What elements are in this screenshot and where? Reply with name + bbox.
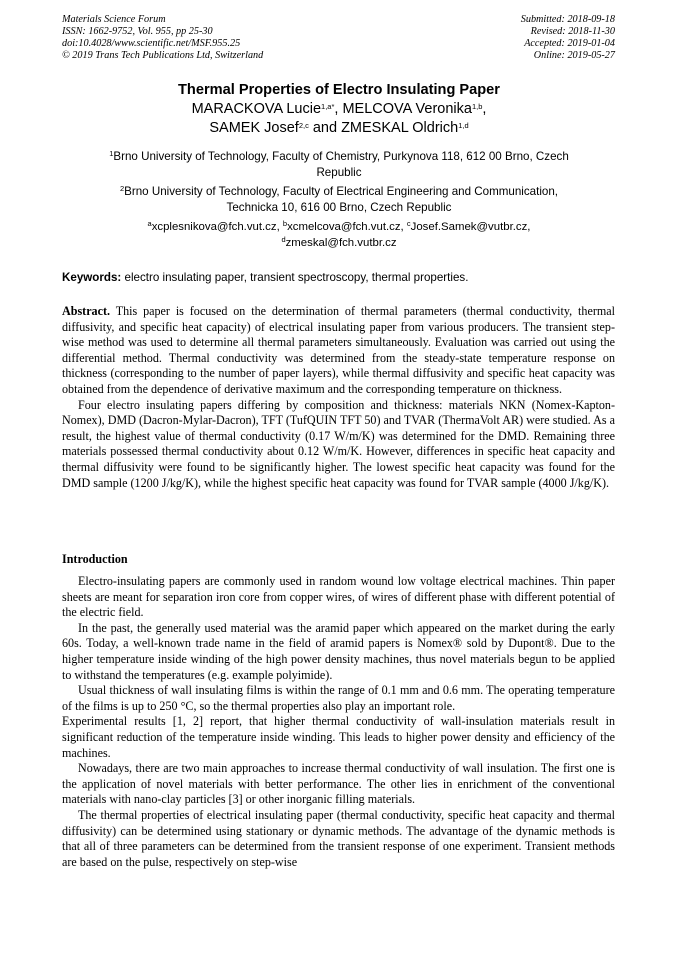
paper-title: Thermal Properties of Electro Insulating Paper: [178, 82, 500, 98]
abstract: [62, 304, 619, 491]
keywords: [62, 270, 616, 285]
accepted-date: Accepted: 2019-01-04: [524, 38, 615, 49]
affiliation-marker: 2: [119, 184, 125, 193]
author-name: MELCOVA Veronika: [342, 101, 472, 117]
email-address: xcplesnikova@fch.vut.cz,: [151, 221, 283, 233]
online-date: Online: 2019-05-27: [533, 50, 615, 61]
abstract-label: Abstract.: [62, 304, 111, 318]
issn-line: ISSN: 1662-9752, Vol. 955, pp 25-30: [62, 26, 213, 37]
affiliation-text: Brno University of Technology, Faculty of Chemistry, Purkynova 118, 612 00 Brno, Czech: [113, 150, 569, 163]
introduction-paragraph: Nowadays, there are two main approaches to increase thermal conductivity of wall insulation. The first one is the application of novel materials with better performance. The other lies in enrichment of the conventional materials with nano-clay particles [3] or other inorganic filling materials.: [62, 761, 615, 807]
email-address: Josef.Samek@vutbr.cz,: [410, 221, 531, 233]
author-list: [62, 100, 616, 138]
email-address: zmeskal@fch.vutbr.cz: [285, 237, 397, 249]
author-affiliation-marker: 1,d: [458, 121, 469, 130]
author-affiliation-marker: 2,c: [298, 121, 309, 130]
introduction-paragraph: Experimental results [1, 2] report, that higher thermal conductivity of wall-insulation materials result in significant reduction of the temperature inside winding. This leads to higher power density and efficiency of the machines.: [62, 714, 615, 760]
email-marker: c: [406, 219, 411, 228]
author-line-2: [62, 119, 616, 138]
journal-info: [62, 14, 263, 62]
author-separator: ,: [482, 101, 487, 117]
keywords-label: Keywords:: [62, 271, 122, 284]
affiliation-text: Brno University of Technology, Faculty of Electrical Engineering and Communication,: [124, 185, 559, 198]
introduction-paragraph: The thermal properties of electrical insulating paper (thermal conductivity, specific heat capacity and thermal diffusivity) can be determined using stationary or dynamic methods. The advantage of the dynamic methods is that all of three parameters can be determined from the transient response of one experiment. Transient methods are based on the pulse, respectively on step-wise: [62, 807, 615, 869]
email-address: xcmelcova@fch.vut.cz,: [287, 221, 407, 233]
affiliation-marker: 1: [109, 149, 114, 158]
author-affiliation-marker: 1,a*: [321, 102, 335, 111]
revised-date: Revised: 2018-11-30: [530, 26, 615, 37]
abstract-paragraph: [62, 304, 619, 398]
affiliation-text: Technicka 10, 616 00 Brno, Czech Republic: [226, 201, 452, 214]
introduction-paragraph: Electro-insulating papers are commonly used in random wound low voltage electrical machines. Thin paper sheets are meant for separation iron core from copper wires, of wires of different phase with different potential of the electric field.: [62, 574, 615, 620]
author-separator: ,: [334, 101, 343, 117]
author-affiliation-marker: 1,b: [471, 102, 483, 111]
introduction-paragraph: In the past, the generally used material was the aramid paper which appeared on the market during the early 60s. Today, a well-known trade name in the field of aramid papers is Nomex® sold by Dupont®. Due to the higher temperature inside winding of the high power density machines, thus novel materials begun to be applied to withstand the temperatures (e.g. example polyimide).: [62, 620, 615, 682]
author-conjunction: and: [308, 120, 342, 136]
journal-name: Materials Science Forum: [62, 14, 166, 25]
doi-line: doi:10.4028/www.scientific.net/MSF.955.25: [62, 38, 241, 49]
abstract-paragraph: Four electro insulating papers differing by composition and thickness: materials NKN (Nomex-Kapton-Nomex), DMD (Dacron-Mylar-Dacron), TFT (TufQUIN TFT 50) and TVAR (ThermaVolt AR) were studied. As a result, the highest value of thermal conductivity (0.17 W/m/K) was determined for the DMD. Remaining three materials possessed thermal conductivity about 0.12 W/m/K. However, differences in specific heat capacity and thermal diffusivity were found to be significantly higher. The lowest specific heat capacity was found for the DMD sample (1200 J/kg/K), while the highest specific heat capacity was found for TVAR sample (4000 J/kg/K).: [62, 397, 615, 490]
affiliation-1: [62, 149, 616, 181]
affiliation-text: Republic: [316, 166, 362, 179]
publication-dates: [521, 14, 615, 62]
email-marker: b: [282, 219, 288, 228]
introduction-body: [62, 574, 615, 870]
abstract-text: This paper is focused on the determination of thermal parameters (thermal conductivity, thermal diffusivity, and specific heat capacity) of electrical insulating paper from various producers. The transient step-wise method was used to determine all thermal parameters simultaneously. Evaluation was carried out using the differential method. Thermal conductivity was determined from the steady-state temperature response on thickness (corresponding to the number of paper layers), while thermal diffusivity and specific heat capacity was obtained from the dependence of derivative maximum and the corresponding temperature on thickness.: [62, 304, 619, 396]
affiliation-2: [62, 184, 616, 216]
author-name: MARACKOVA Lucie: [191, 101, 322, 117]
submitted-date: Submitted: 2018-09-18: [520, 14, 615, 25]
author-emails: [62, 219, 616, 251]
author-name: SAMEK Josef: [209, 120, 299, 136]
keywords-text: electro insulating paper, transient spectroscopy, thermal properties.: [121, 271, 469, 284]
copyright-line: © 2019 Trans Tech Publications Ltd, Switzerland: [62, 50, 264, 61]
introduction-paragraph: Usual thickness of wall insulating films is within the range of 0.1 mm and 0.6 mm. The operating temperature of the films is up to 250 °C, so the thermal properties also play an important role.: [62, 683, 615, 713]
email-marker: a: [147, 219, 152, 228]
section-heading-introduction: Introduction: [62, 552, 128, 566]
author-line-1: [62, 100, 616, 119]
author-name: ZMESKAL Oldrich: [341, 120, 459, 136]
email-marker: d: [281, 235, 286, 244]
